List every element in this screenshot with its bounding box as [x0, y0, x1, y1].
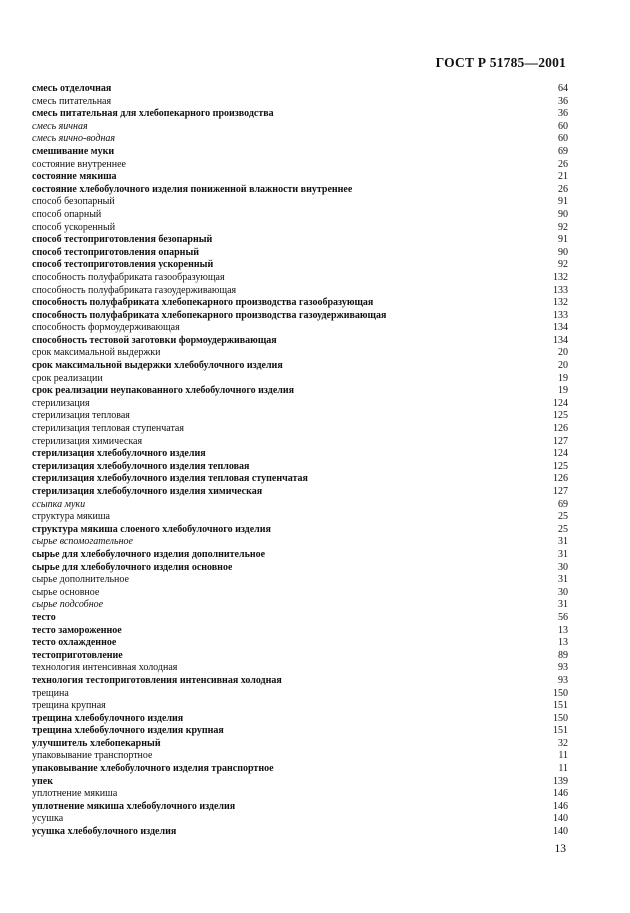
index-page-ref: 20	[558, 360, 568, 372]
index-term: упек	[32, 775, 53, 787]
index-term: стерилизация хлебобулочного изделия химическая	[32, 486, 263, 497]
index-term: стерилизация химическая	[32, 435, 143, 447]
index-entry	[32, 410, 568, 423]
index-page-ref: 60	[558, 133, 568, 145]
index-entry	[32, 461, 568, 474]
index-entry	[32, 285, 568, 298]
index-entry	[32, 713, 568, 726]
index-entry	[32, 398, 568, 411]
index-entry	[32, 436, 568, 449]
index-entry	[32, 121, 568, 134]
index-term: смесь яично-водная	[32, 133, 116, 145]
index-page-ref: 132	[553, 297, 568, 309]
index-term: способ тестоприготовления ускоренный	[32, 259, 214, 271]
index-entry	[32, 725, 568, 738]
index-page-ref: 56	[558, 611, 568, 623]
index-entry	[32, 108, 568, 121]
index-page-ref: 25	[558, 523, 568, 535]
index-page-ref: 91	[558, 234, 568, 246]
index-term: способ безопарный	[32, 196, 115, 208]
index-page-ref: 11	[558, 763, 568, 775]
index-term: способ тестоприготовления безопарный	[32, 234, 213, 246]
index-term: ссыпка муки	[32, 498, 86, 510]
index-term: состояние внутреннее	[32, 158, 126, 170]
index-page-ref: 32	[558, 737, 568, 749]
index-term: срок реализации неупакованного хлебобулочного изделия	[32, 385, 295, 397]
index-page-ref: 20	[558, 347, 568, 359]
index-term: способность полуфабриката хлебопекарного производства газоудерживающая	[32, 309, 387, 321]
index-entry	[32, 536, 568, 549]
index-term: трещина хлебобулочного изделия	[32, 712, 184, 724]
index-entry	[32, 813, 568, 826]
index-page-ref: 19	[558, 372, 568, 384]
index-page-ref: 31	[558, 574, 568, 586]
index-term: стерилизация хлебобулочного изделия тепловая	[32, 460, 250, 472]
index-entry	[32, 599, 568, 612]
index-term: смесь яичная	[32, 120, 88, 132]
index-entry	[32, 310, 568, 323]
index-entry	[32, 675, 568, 688]
index-term: способность полуфабриката газообразующая	[32, 271, 225, 283]
index-page-ref: 31	[558, 599, 568, 611]
index-term: усушка хлебобулочного изделия	[32, 826, 177, 838]
index-page-ref: 11	[558, 750, 568, 762]
index-entry	[32, 159, 568, 172]
index-page-ref: 150	[553, 687, 568, 699]
index-page-ref: 69	[558, 498, 568, 510]
index-page-ref: 134	[553, 322, 568, 334]
index-page-ref: 69	[558, 145, 568, 157]
index-page-ref: 140	[553, 813, 568, 825]
index-entry	[32, 826, 568, 839]
index-page-ref: 21	[558, 171, 568, 183]
index-page-ref: 13	[558, 637, 568, 649]
index-entry	[32, 688, 568, 701]
index-entry	[32, 574, 568, 587]
index-list	[32, 83, 568, 839]
index-page-ref: 91	[558, 196, 568, 208]
page-number: 13	[554, 843, 566, 855]
index-entry	[32, 801, 568, 814]
document-header: ГОСТ Р 51785—2001	[435, 55, 566, 70]
index-term: тесто	[32, 611, 56, 623]
index-term: тесто охлажденное	[32, 637, 117, 649]
index-term: тесто замороженное	[32, 624, 122, 636]
index-term: стерилизация хлебобулочного изделия тепловая ступенчатая	[32, 473, 308, 485]
index-entry	[32, 272, 568, 285]
index-term: смесь питательная для хлебопекарного производства	[32, 108, 274, 120]
index-term: уплотнение мякиша	[32, 788, 118, 800]
index-page-ref: 125	[553, 410, 568, 422]
index-page-ref: 19	[558, 385, 568, 397]
index-entry	[32, 222, 568, 235]
index-term: сырье для хлебобулочного изделия дополнительное	[32, 548, 266, 560]
index-entry	[32, 750, 568, 763]
index-page-ref: 151	[553, 725, 568, 737]
index-entry	[32, 423, 568, 436]
index-page-ref: 151	[553, 700, 568, 712]
index-entry	[32, 700, 568, 713]
index-page-ref: 134	[553, 334, 568, 346]
index-entry	[32, 524, 568, 537]
index-term: смесь питательная	[32, 95, 112, 107]
index-entry	[32, 511, 568, 524]
index-page-ref: 127	[553, 435, 568, 447]
index-entry	[32, 662, 568, 675]
index-page-ref: 133	[553, 309, 568, 321]
index-entry	[32, 385, 568, 398]
index-entry	[32, 650, 568, 663]
index-entry	[32, 234, 568, 247]
index-entry	[32, 146, 568, 159]
index-term: способность формоудерживающая	[32, 322, 180, 334]
index-term: трещина хлебобулочного изделия крупная	[32, 725, 224, 737]
index-entry	[32, 322, 568, 335]
index-entry	[32, 499, 568, 512]
index-term: структура мякиша	[32, 511, 110, 523]
index-term: срок максимальной выдержки	[32, 347, 161, 359]
index-entry	[32, 297, 568, 310]
index-term: стерилизация тепловая ступенчатая	[32, 423, 184, 435]
index-term: трещина	[32, 687, 69, 699]
index-page-ref: 90	[558, 208, 568, 220]
index-term: упаковывание транспортное	[32, 750, 153, 762]
index-term: срок реализации	[32, 372, 103, 384]
index-term: технология интенсивная холодная	[32, 662, 178, 674]
index-term: технология тестоприготовления интенсивная холодная	[32, 674, 282, 686]
index-page-ref: 139	[553, 775, 568, 787]
index-page-ref: 133	[553, 284, 568, 296]
index-entry	[32, 247, 568, 260]
index-term: сырье дополнительное	[32, 574, 129, 586]
index-entry	[32, 347, 568, 360]
index-page-ref: 36	[558, 95, 568, 107]
index-term: сырье для хлебобулочного изделия основное	[32, 561, 233, 573]
index-page-ref: 146	[553, 788, 568, 800]
index-page-ref: 30	[558, 586, 568, 598]
index-entry	[32, 562, 568, 575]
index-page-ref: 132	[553, 271, 568, 283]
index-entry	[32, 448, 568, 461]
index-term: стерилизация тепловая	[32, 410, 130, 422]
index-entry	[32, 360, 568, 373]
index-page-ref: 64	[558, 83, 568, 94]
index-entry	[32, 776, 568, 789]
index-entry	[32, 637, 568, 650]
index-page-ref: 36	[558, 108, 568, 120]
index-entry	[32, 486, 568, 499]
index-page-ref: 31	[558, 548, 568, 560]
index-entry	[32, 83, 568, 96]
index-term: структура мякиша слоеного хлебобулочного изделия	[32, 523, 271, 535]
index-page-ref: 150	[553, 712, 568, 724]
index-page-ref: 140	[553, 826, 568, 838]
index-term: стерилизация хлебобулочного изделия	[32, 448, 206, 460]
index-page-ref: 25	[558, 511, 568, 523]
index-term: сырье подсобное	[32, 599, 104, 611]
index-page-ref: 124	[553, 397, 568, 409]
index-page-ref: 124	[553, 448, 568, 460]
index-term: состояние мякиша	[32, 171, 117, 183]
index-entry	[32, 196, 568, 209]
index-page-ref: 60	[558, 120, 568, 132]
index-page-ref: 90	[558, 246, 568, 258]
index-term: сырье вспомогательное	[32, 536, 133, 548]
index-page-ref: 126	[553, 473, 568, 485]
index-entry	[32, 184, 568, 197]
index-term: стерилизация	[32, 397, 90, 409]
index-term: упаковывание хлебобулочного изделия транспортное	[32, 763, 274, 775]
index-term: способность полуфабриката газоудерживающая	[32, 284, 237, 296]
index-entry	[32, 763, 568, 776]
index-term: способность тестовой заготовки формоудерживающая	[32, 334, 277, 346]
index-entry	[32, 625, 568, 638]
index-page-ref: 13	[558, 624, 568, 636]
index-entry	[32, 738, 568, 751]
index-page-ref: 127	[553, 486, 568, 497]
index-page-ref: 92	[558, 259, 568, 271]
index-term: трещина крупная	[32, 700, 106, 712]
index-term: тестоприготовление	[32, 649, 123, 661]
index-entry	[32, 335, 568, 348]
index-page-ref: 93	[558, 674, 568, 686]
index-page-ref: 26	[558, 158, 568, 170]
index-term: смесь отделочная	[32, 83, 112, 94]
index-term: состояние хлебобулочного изделия пониженной влажности внутреннее	[32, 183, 353, 195]
index-page-ref: 31	[558, 536, 568, 548]
index-page-ref: 125	[553, 460, 568, 472]
index-term: способ тестоприготовления опарный	[32, 246, 200, 258]
index-page-ref: 93	[558, 662, 568, 674]
index-entry	[32, 209, 568, 222]
index-page-ref: 92	[558, 221, 568, 233]
index-entry	[32, 587, 568, 600]
index-term: уплотнение мякиша хлебобулочного изделия	[32, 800, 236, 812]
index-page-ref: 89	[558, 649, 568, 661]
index-entry	[32, 549, 568, 562]
index-term: способность полуфабриката хлебопекарного производства газообразующая	[32, 297, 374, 309]
index-page-ref: 146	[553, 800, 568, 812]
index-entry	[32, 171, 568, 184]
index-term: улучшитель хлебопекарный	[32, 737, 161, 749]
index-entry	[32, 788, 568, 801]
index-term: способ ускоренный	[32, 221, 116, 233]
index-entry	[32, 259, 568, 272]
index-term: способ опарный	[32, 208, 102, 220]
index-page-ref: 126	[553, 423, 568, 435]
index-term: смешивание муки	[32, 145, 115, 157]
index-page-ref: 26	[558, 183, 568, 195]
index-entry	[32, 612, 568, 625]
index-term: срок максимальной выдержки хлебобулочного изделия	[32, 360, 283, 372]
index-entry	[32, 473, 568, 486]
index-page-ref: 30	[558, 561, 568, 573]
index-term: сырье основное	[32, 586, 100, 598]
index-entry	[32, 373, 568, 386]
index-entry	[32, 96, 568, 109]
index-entry	[32, 133, 568, 146]
index-term: усушка	[32, 813, 64, 825]
